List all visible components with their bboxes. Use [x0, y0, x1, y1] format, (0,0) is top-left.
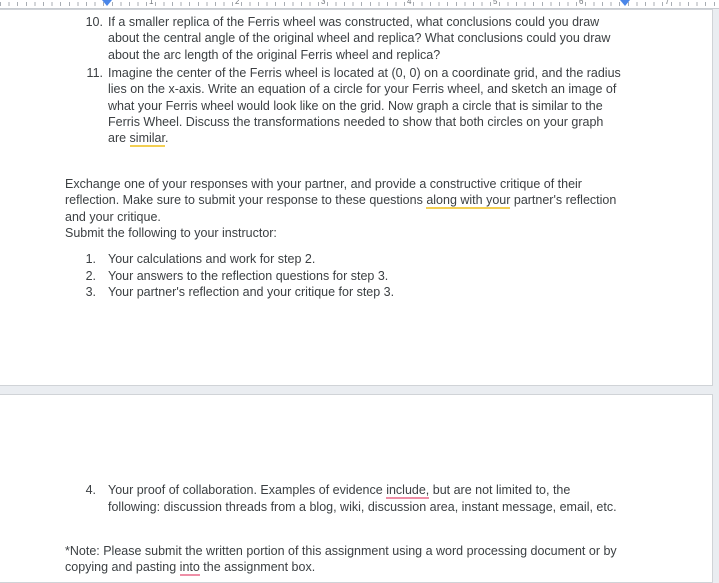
list-item-text: Your calculations and work for step 2. [108, 252, 316, 266]
text-line [65, 192, 616, 208]
text-line: following: discussion threads from a blog, wiki, discussion area, instant message, email, etc. [108, 500, 617, 514]
text-line [108, 482, 570, 498]
text-line: Exchange one of your responses with your partner, and provide a constructive critique of their [65, 177, 582, 191]
text-line: about the arc length of the original Ferris wheel and replica? [108, 48, 441, 62]
ruler-number: 6 [579, 0, 584, 6]
ruler-number: 5 [493, 0, 498, 6]
text-span: but are not limited to, the [429, 483, 571, 497]
right-indent-marker-icon[interactable] [620, 0, 630, 6]
text-line: Ferris Wheel. Discuss the transformations needed to show that both circles on your graph [108, 115, 604, 129]
list-number: 1. [85, 252, 96, 266]
text-span: . [164, 131, 169, 145]
text-span: reflection. Make sure to submit your response to these questions [65, 193, 427, 207]
horizontal-ruler[interactable] [0, 0, 719, 9]
ruler-number: 3 [321, 0, 326, 6]
ruler-number: 2 [235, 0, 240, 6]
ruler-number: 7 [665, 0, 670, 6]
text-line: what your Ferris wheel would look like on the grid. Now graph a circle that is similar to the [108, 99, 603, 113]
list-number: 11. [86, 66, 103, 80]
ruler-number: 1 [149, 0, 154, 6]
text-line: Imagine the center of the Ferris wheel is located at (0, 0) on a coordinate grid, and the radius [108, 66, 621, 80]
list-number: 4. [85, 483, 96, 497]
text-span: the assignment box. [199, 560, 316, 574]
text-span: are [108, 131, 130, 145]
text-line: and your critique. [65, 210, 161, 224]
text-line [108, 130, 168, 146]
grammar-suggestion-phrase[interactable]: along with your [426, 193, 511, 207]
text-line: lies on the x-axis. Write an equation of a circle for your Ferris wheel, and sketch an image of [108, 82, 617, 96]
document-page-1[interactable] [0, 9, 713, 386]
grammar-suggestion-word[interactable]: similar [129, 131, 165, 145]
text-span: copying and pasting [65, 560, 180, 574]
list-number: 2. [85, 269, 96, 283]
text-line: about the central angle of the original wheel and replica? What conclusions could you draw [108, 31, 611, 45]
submit-intro[interactable]: Submit the following to your instructor: [65, 226, 277, 240]
spelling-suggestion-word[interactable]: include, [386, 483, 430, 497]
text-span: partner's reflection [510, 193, 617, 207]
left-indent-marker-icon[interactable] [102, 0, 112, 6]
list-number: 3. [85, 285, 96, 299]
text-line: *Note: Please submit the written portion of this assignment using a word processing document or by [65, 544, 617, 558]
ruler-number: 4 [407, 0, 412, 6]
text-span: Your proof of collaboration. Examples of evidence [108, 483, 387, 497]
list-item-text: Your answers to the reflection questions for step 3. [108, 269, 389, 283]
text-line [65, 559, 315, 575]
list-number: 10. [85, 15, 103, 29]
list-item-text: Your partner's reflection and your critique for step 3. [108, 285, 395, 299]
spelling-suggestion-word[interactable]: into [179, 560, 200, 574]
text-line: If a smaller replica of the Ferris wheel was constructed, what conclusions could you draw [108, 15, 600, 29]
document-page-2[interactable] [0, 394, 713, 583]
